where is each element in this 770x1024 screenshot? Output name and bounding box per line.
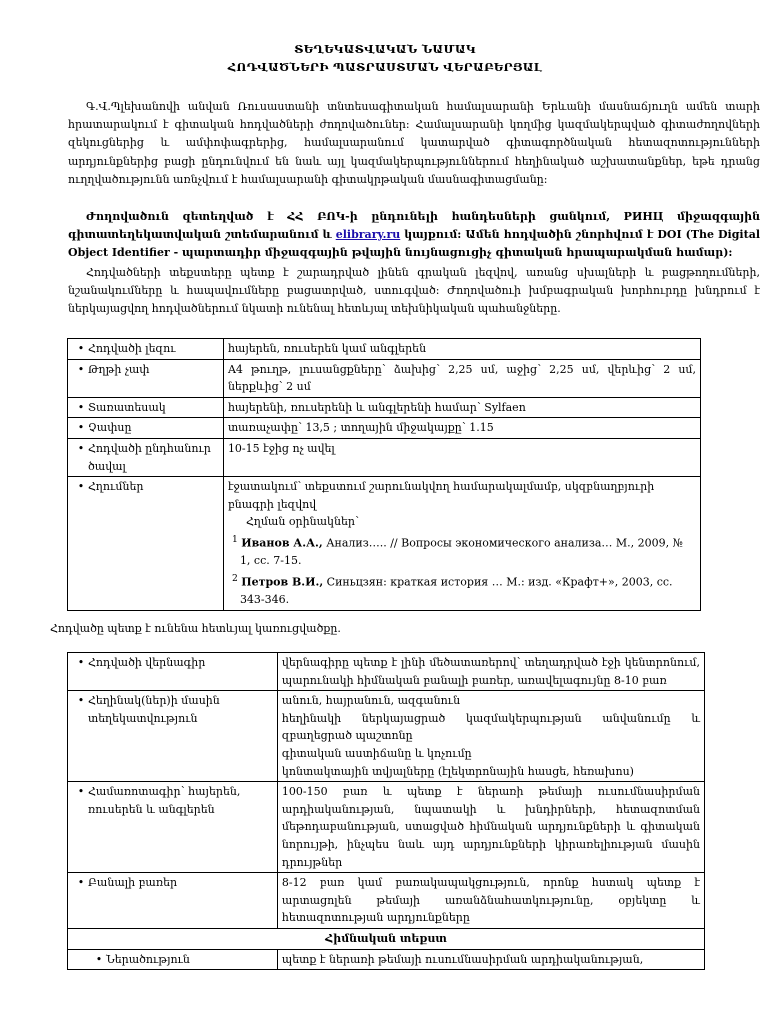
table-row [68, 418, 701, 439]
table-row [68, 359, 701, 397]
row-value: վերնագիրը պետք է լինի մեծատառերով՝ տեղադրված էջի կենտրոնում, պարունակի հիմնական բանալի բառեր, առավելագույնը 8-10 բառ [277, 653, 704, 691]
author-info-line: կոնտակտային տվյալները (էլեկտրոնային հասցե, հեռախոս) [281, 764, 634, 778]
bullet-icon: • [77, 785, 85, 799]
structure-table [67, 652, 705, 970]
row-value: 8-12 բառ կամ բառակապակցություն, որոնք հստակ պետք է արտացոլեն թեմայի առանձնահատկությունը, օբյեկտը և հետազոտության արդյունքները [277, 873, 704, 929]
references-description: էջատակում՝ տեքստում շարունակվող համարակալմամբ, սկզբնաղբյուրի բնագրի լեզվով [227, 480, 655, 511]
row-label: • Բանալի բառեր [68, 873, 278, 929]
references-example-title: Հղման օրինակներ՝ [245, 515, 359, 529]
row-value: 100-150 բառ և պետք է ներառի թեմայի ուսումնասիրման արդիականության, նպատակի և խնդիրների, հետազոտման մեթոդաբանության, ստացված հիմնական արդյունքների և գիտական նորույթի, ինչպես նաև այդ արդյունքների կիրառելիության մասին դրույթներ [277, 782, 704, 873]
row-label: • Տառատեսակ [68, 397, 224, 418]
row-value: հայերեն, ռուսերեն կամ անգլերեն [223, 339, 700, 360]
row-label: • Հեղինակ(ներ)ի մասին տեղեկատվություն [68, 691, 278, 782]
table-row [68, 653, 705, 691]
requirements-table [67, 338, 701, 611]
row-label: • Համառոտագիր՝ հայերեն, ռուսերեն և անգլերեն [68, 782, 278, 873]
row-label: • Հոդվածի ընդհանուր ծավալ [68, 438, 224, 476]
intro-paragraph-2-start: Ժողովածուն զետեղված է ՀՀ ԲՈԿ-ի ընդունելի հանդեսների ցանկում, РИНЦ միջազգային գիտատեղեկատվական շտեմարանում և [68, 210, 760, 242]
bullet-icon: • [77, 694, 85, 708]
table-row [68, 691, 705, 782]
bullet-icon: • [77, 400, 85, 414]
author-info-cell [277, 691, 704, 782]
bullet-icon: • [77, 342, 85, 355]
main-text-header: Հիմնական տեքստ [68, 928, 705, 949]
table-row [68, 477, 701, 610]
row-value: 10-15 էջից ոչ ավել [223, 438, 700, 476]
row-label: • Հոդվածի լեզու [68, 339, 224, 360]
row-label: • Հղումներ [68, 477, 224, 610]
intro-paragraph-2-end: կայքում: Ամեն հոդվածին շնորհվում է DOI (The Digital Object Identifier - պարտադիր միջազգային թվային նույնացուցիչ գիտական հրապարակման համար): [68, 228, 760, 260]
document-subtitle: ՀՈԴՎԱԾՆԵՐԻ ՊԱՏՐԱՍՏՄԱՆ ՎԵՐԱԲԵՐՅԱԼ [227, 60, 543, 74]
bullet-icon: • [77, 441, 85, 455]
reference-example-1: $^1$ Иванов А.А., Анализ….. // Вопросы экономического анализа… М., 2009, № 1, сс. 7-15. [231, 533, 684, 568]
table-row [68, 397, 701, 418]
table-row [68, 782, 705, 873]
intro-paragraph-1: Գ.Վ.Պլեխանովի անվան Ռուսաստանի տնտեսագիտական համալսարանի Երևանի մասնաճյուղն ամեն տարի հրատարակում է գիտական հոդվածների ժողովածուներ: Համալսարանի կողմից կազմակերպված գիտաժողովների զեկուցներից և ամփոփագրերից, համալսարանում կատարված գիտագործնական հետազոտությունների արդյունքներից բացի ընդունվում են նաև այլ կազմակերպություններում հեղինակած աշխատանքներ, եթե դրանց ուղղվածությունն առնչվում է համալսարանի գիտակրթական մասնագիտացմանը: [68, 100, 760, 186]
intro-paragraph-2 [68, 208, 760, 263]
row-label: • Հոդվածի վերնագիր [68, 653, 278, 691]
bullet-icon: • [77, 876, 85, 890]
table-row [68, 438, 701, 476]
row-value: պետք է ներառի թեմայի ուսումնասիրման արդիականության, [277, 949, 704, 970]
bullet-icon: • [95, 952, 103, 966]
bullet-icon: • [77, 480, 85, 494]
table-section-header [68, 928, 705, 949]
table-row [68, 339, 701, 360]
elibrary-link[interactable]: elibrary.ru [335, 228, 401, 242]
row-value: տառաչափը՝ 13,5 ; տողային միջակայքը՝ 1.15 [223, 418, 700, 439]
table-row [68, 873, 705, 929]
author-info-line: հեղինակի ներկայացրած կազմակերպության անվանումը և զբաղեցրած պաշտոնը [281, 711, 700, 743]
author-info-line: գիտական աստիճանը և կոչումը [281, 746, 472, 760]
author-info-line: անուն, հայրանուն, ազգանուն [281, 694, 461, 708]
bullet-icon: • [77, 421, 85, 435]
bullet-icon: • [77, 656, 85, 669]
reference-example-2: $^2$ Петров В.И., Синьцзян: краткая история … М.: изд. «Крафт+», 2003, сс. 343-346. [231, 572, 673, 607]
row-value: հայերենի, ռուսերենի և անգլերենի համար՝ Sylfaen [223, 397, 700, 418]
references-cell [223, 477, 700, 610]
structure-intro: Հոդվածը պետք է ունենա հետևյալ կառուցվածքը. [50, 622, 341, 635]
intro-paragraph-3: Հոդվածների տեքստերը պետք է շարադրված լինեն գրական լեզվով, առանց սխալների և բացթողումների, նշանակումները և հապավումները բացատրված, ստուգված: Ժողովածուի խմբագրական խորհուրդը խնդրում է ներկայացվող հոդվածներում նկատի ունենալ հետևյալ տեխնիկական պահանջները. [68, 266, 760, 316]
table-row [68, 949, 705, 970]
row-label: • Չափսը [68, 418, 224, 439]
row-label: • Ներածություն [68, 949, 278, 970]
row-value: A4 թուղթ, լուսանցքները՝ ձախից՝ 2,25 սմ, աջից՝ 2,25 սմ, վերևից՝ 2 սմ, ներքևից՝ 2 սմ [223, 359, 700, 397]
row-label: • Թղթի չափ [68, 359, 224, 397]
document-title: ՏԵՂԵԿԱՏՎԱԿԱՆ ՆԱՄԱԿ [294, 42, 476, 56]
bullet-icon: • [77, 362, 85, 376]
